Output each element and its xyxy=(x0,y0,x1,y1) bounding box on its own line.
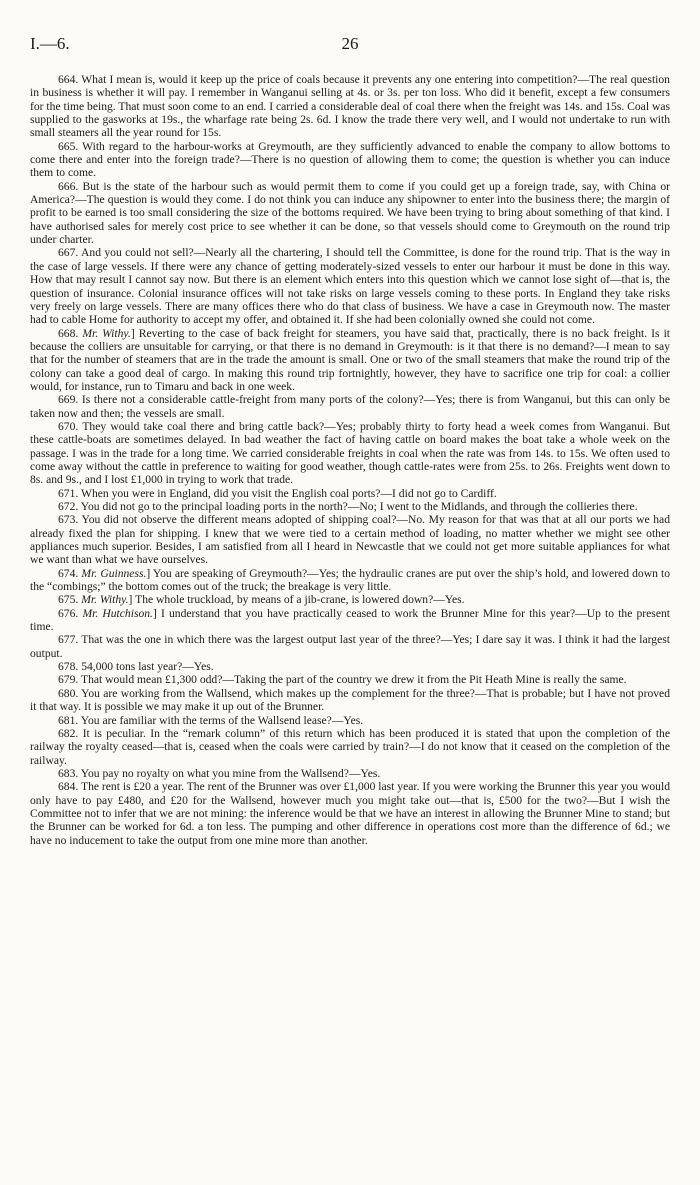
question-number: 669. xyxy=(58,393,79,407)
question-paragraph xyxy=(30,780,670,847)
question-number: 668. xyxy=(58,326,79,340)
question-number: 678. xyxy=(58,660,79,674)
question-text: You are speaking of Greymouth?—Yes; the hydraulic cranes are put over the ship’s hold, and lowered down to the “combings;” the bottom comes out of the truck; the breakage is very little. xyxy=(30,566,670,594)
question-paragraph xyxy=(30,500,670,513)
question-text: Is there not a considerable cattle-freight from many ports of the colony?—Yes; there is from Wanganui, but this can only be taken now and then; the vessels are small. xyxy=(30,393,670,420)
question-paragraph xyxy=(30,727,670,767)
question-text: It is peculiar. In the “remark column” of this return which has been produced it is stated that upon the completion of the railway the royalty ceased—that is, ceased when the coals were carried by train?—I do not know that it ceased on the completion of the railway. xyxy=(30,726,670,767)
question-text: You did not go to the principal loading ports in the north?—No; I went to the Midlands, and through the collieries there. xyxy=(80,500,638,513)
question-paragraph: 675. Mr. Withy.] The whole truckload, by means of a jib-crane, is lowered down?—Yes. xyxy=(58,593,465,607)
question-number: 666. xyxy=(58,179,79,193)
question-number: 665. xyxy=(58,139,79,153)
question-paragraph xyxy=(30,246,670,326)
question-text: The whole truckload, by means of a jib-crane, is lowered down?—Yes. xyxy=(135,593,465,607)
question-paragraph: 668. Mr. Withy.] Reverting to the case of back freight for steamers, you have said that, practically, there is no back freight. Is it because the colliers are unsuitable for carrying, or that there is no demand in Greymouth: is it that there is no demand?—I mean to say that for the number of steamers that are in the trade the amount is small. One or two of the small steamers that make the round trip of the colony can take a good deal of cargo. In making this round trip fortnightly, however, they have to sacrifice one trip for coal: a collier would, for instance, run to Timaru and back in one week. xyxy=(30,326,671,393)
question-number: 667. xyxy=(58,246,79,260)
page-header xyxy=(30,34,670,58)
question-paragraph: 676. Mr. Hutchison.] I understand that you have practically ceased to work the Brunner Mine for this year?—Up to the present time. xyxy=(30,606,670,634)
question-text: I understand that you have practically ceased to work the Brunner Mine for this year?—Up to the present time. xyxy=(30,606,670,634)
question-number: 681. xyxy=(58,713,79,727)
question-number: 672. xyxy=(58,500,79,513)
question-paragraph xyxy=(30,180,670,247)
speaker-name: Mr. Hutchison. xyxy=(82,606,153,620)
question-paragraph xyxy=(30,513,670,566)
question-text: You are familiar with the terms of the Wallsend lease?—Yes. xyxy=(80,713,364,727)
question-text: You did not observe the different means adopted of shipping coal?—No. My reason for that was that at all our ports we had already fixed the plan for shipping. I knew that we were tied to a certain method of loading, no matter whether we might see other appliances much superior. Besides, I am satisfied from all I heard in Newcastle that we could not get more suitable appliances for what we want than what we have ourselves. xyxy=(30,513,670,567)
question-number: 671. xyxy=(58,486,79,500)
question-paragraph xyxy=(30,140,670,180)
question-text: You pay no royalty on what you mine from the Wallsend?—Yes. xyxy=(80,766,381,780)
question-text: With regard to the harbour-works at Greymouth, are they sufficiently advanced to enable the company to allow bottoms to come there and enter into the foreign trade?—There is no question of allowing them to come; the question is whether you can induce them to come. xyxy=(30,139,670,180)
speaker-name: Mr. Withy. xyxy=(81,593,129,607)
question-paragraph xyxy=(30,633,670,660)
speaker-name: Mr. Withy. xyxy=(82,326,131,340)
question-paragraph xyxy=(30,420,670,487)
question-paragraph xyxy=(30,687,670,714)
question-text: That was the one in which there was the largest output last year of the three?—Yes; I dare say it was. I think it had the largest output. xyxy=(30,633,670,660)
question-number: 679. xyxy=(58,673,79,687)
document-reference: I.—6. xyxy=(30,34,70,53)
question-number: 684. xyxy=(58,780,79,794)
question-text: 54,000 tons last year?—Yes. xyxy=(81,660,214,674)
page-number: 26 xyxy=(341,34,359,53)
question-paragraph xyxy=(30,714,670,727)
question-paragraph xyxy=(30,673,670,686)
question-paragraph xyxy=(30,393,670,420)
question-paragraph xyxy=(30,487,670,500)
question-text: The rent is £20 a year. The rent of the Brunner was over £1,000 last year. If you were working the Brunner this year you would only have to pay £480, and £20 for the Wallsend, however much you might take out—that is, £500 for the two?—But I wish the Committee not to infer that we are not mining: the inference would be that we have an interest in allowing the Brunner Mine to stand; but the Brunner can be worked for 6d. a ton less. The pumping and other difference in operations cost more than the difference of 6d.; we have no inducement to take the output from one mine more than another. xyxy=(30,780,670,847)
question-number: 675. xyxy=(58,593,79,607)
question-text: You are working from the Wallsend, which makes up the complement for the three?—That is probable; but I have not proved it that way. It is possible we may make it up out of the Brunner. xyxy=(30,686,670,714)
question-number: 680. xyxy=(58,686,79,700)
question-text: What I mean is, would it keep up the price of coals because it prevents any one entering into competition?—The real question in business is whether it will pay. I remember in Wanganui selling at 4s. or 3s. per ton loss. Who did it benefit, except a few consumers for the time being. That must soon come to an end. I carried a considerable deal of coal there when the freight was 14s. and 15s. Coal was supplied to the gasworks at 19s., the wharfage rate being 2s. 6d. I know the trade there very well, and I would not undertake to run with small steamers all the year round for 15s. xyxy=(30,73,670,140)
question-number: 670. xyxy=(58,419,79,433)
question-text: They would take coal there and bring cattle back?—Yes; probably thirty to forty head a week comes from Wanganui. But these cattle-boats are sometimes delayed. In bad weather the fact of having cattle on board makes the boat take a whole week on the passage. I was in the trade for a long time. We carried considerable freights in coal when the rate was from 14s. to 15s. We often used to come away without the cattle in preference to waiting for good weather, though cattle-rates were from 25s. to 26s. Freights went down to 8s. and 9s., and I lost £1,000 in trying to work that trade. xyxy=(30,419,670,487)
question-paragraph xyxy=(30,767,670,780)
question-number: 683. xyxy=(58,766,79,780)
question-text: That would mean £1,300 odd?—Taking the part of the country we drew it from the Pit Heath Mine is really the same. xyxy=(81,673,627,687)
question-number: 673. xyxy=(58,513,79,527)
question-number: 676. xyxy=(58,606,79,620)
question-text: When you were in England, did you visit the English coal ports?—I did not go to Cardiff. xyxy=(81,486,497,500)
evidence-text xyxy=(30,73,670,847)
question-number: 682. xyxy=(58,726,79,740)
question-number: 674. xyxy=(58,566,79,580)
question-text: But is the state of the harbour such as would permit them to come if you could get up a foreign trade, say, with China or America?—The question is would they come. I do not think you can induce any shipowner to enter into the business there; the margin of profit to be earned is too small considering the size of the bottoms required. We have been trying to bring about something of that kind. I have authorised sales for merely cost price to see whether it can be done, so that vessels should come to Greymouth on the round trip under charter. xyxy=(30,179,670,247)
question-text: Reverting to the case of back freight for steamers, you have said that, practically, there is no back freight. Is it because the colliers are unsuitable for carrying, or that there is no demand in Greymouth: is it that there is no demand?—I mean to say that for the number of steamers that are in the trade the amount is small. One or two of the small steamers that make the round trip of the colony can take a good deal of cargo. In making this round trip fortnightly, however, they have to sacrifice one trip for coal: a collier would, for instance, run to Timaru and back in one week. xyxy=(30,326,671,393)
speaker-name: Mr. Guinness. xyxy=(81,566,147,580)
question-paragraph xyxy=(30,73,670,140)
question-number: 677. xyxy=(58,633,79,647)
question-text: And you could not sell?—Nearly all the chartering, I should tell the Committee, is done for the round trip. That is the way in the case of large vessels. If there were any chance of getting moderately-sized vessels to enter our harbour it must be done in this way. How that may result I cannot say now. But there is an element which enters into this question which we cannot lose sight of—that is, the question of insurance. Colonial insurance offices will not take risks on large vessels coming to these ports. In England they take risks very freely on large vessels. There are many offices there who do that class of business. We have a case in Greymouth now. The master had to cable Home for authority to accept my offer, and obtained it. If she had been colonially owned she could not come. xyxy=(30,246,670,327)
question-number: 664. xyxy=(58,73,79,86)
question-paragraph xyxy=(30,660,670,673)
question-paragraph: 674. Mr. Guinness.] You are speaking of Greymouth?—Yes; the hydraulic cranes are put over the ship’s hold, and lowered down to the “combings;” the bottom comes out of the truck; the breakage is very little. xyxy=(30,566,670,594)
